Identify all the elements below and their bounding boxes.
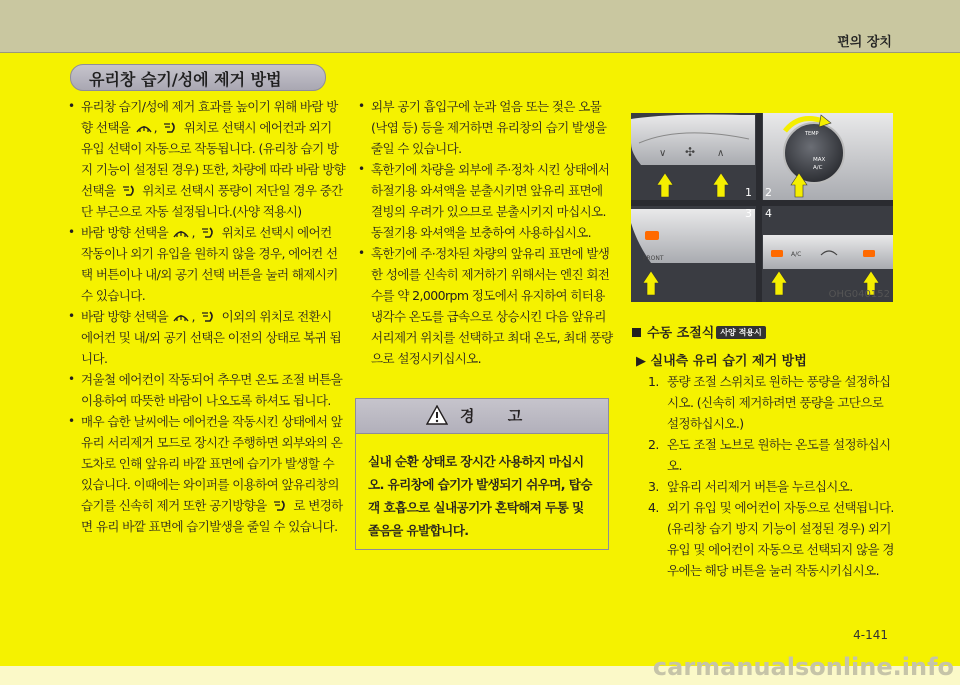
bullet-item: • 혹한기에 주·정차된 차량의 앞유리 표면에 발생한 성에를 신속히 제거하기 위해서는 엔진 회전수를 약 2,000rpm 정도에서 유지하여 히터용 냉각수 온도를 급속으로 상승시킨 다음 앞유리 서리제거 위치를 선택하고 최대 온도, 최대 풍량으로 설정시키십시오. [358,243,616,369]
bullet-item: • 매우 습한 날씨에는 에어컨을 작동시킨 상태에서 앞유리 서리제거 모드로 장시간 주행하면 외부와의 온도차로 인해 앞유리 바깥 표면에 습기가 발생할 수 있습니다. 이때에는 와이퍼를 이용하여 앞유리창의 습기를 신속히 제거 또한 공기방향을 로 변경하면 유리 바깥 표면에 습기발생을 줄일 수 있습니다. [68,411,346,537]
warning-body: 실내 순환 상태로 장시간 사용하지 마십시오. 유리창에 습기가 발생되기 쉬우며, 탑승객 호흡으로 실내공기가 혼탁해져 두통 및 졸음을 유발합니다. [368,454,592,538]
floor-defrost-icon [121,184,137,197]
page-number: 4-141 [853,628,888,642]
figure-illustration [631,113,893,302]
floor-defrost-icon [162,121,178,134]
warning-title: 경 고 [460,407,537,425]
temp-label: TEMP [805,131,819,137]
warning-triangle-icon [426,405,448,425]
front-label: FRONT [643,255,664,262]
steps-list [648,371,894,581]
svg-text:✣: ✣ [685,145,696,159]
defrost-floor-icon [136,121,152,134]
step-item: 4. 외기 유입 및 에어컨이 자동으로 선택됩니다.(유리창 습기 방지 기능이 설정된 경우) 외기 유입 및 에어컨이 자동으로 선택되지 않을 경우에는 해당 버튼을 눌러 작동시키십시오. [648,500,894,578]
bullet-item: • 외부 공기 흡입구에 눈과 얼음 또는 젖은 오물(낙엽 등) 등을 제거하면 유리창의 습기 발생을 줄일 수 있습니다. [358,96,616,159]
step-item: 3. 앞유리 서리제거 버튼을 누르십시오. [648,479,853,494]
play-arrow-icon: ▶ [636,354,646,369]
bullet-item: • 혹한기에 차량을 외부에 주·정차 시킨 상태에서 하절기용 와셔액을 분출시키면 앞유리 표면에 결빙의 우려가 있으므로 분출시키지 마십시오. 동절기용 와셔액을 보충하여 사용하십시오. [358,159,616,243]
ac-button-label: A/C [791,251,802,258]
step-item: 2. 온도 조절 노브로 원하는 온도를 설정하십시오. [648,437,891,473]
ac-knob-label: A/C [813,165,823,171]
bullet-item: • 유리창 습기/성에 제거 효과를 높이기 위해 바람 방향 선택을 , 위치로 선택시 에어컨과 외기 유입 선택이 자동으로 작동됩니다. (유리창 습기 방지 기능이 설정된 경우) 또한, 차량에 따라 바람 방향 선택을 위치로 선택시 풍량이 저단일 경우 중간단 부근으로 자동 설정됩니다.(사양 적용시) [68,96,346,222]
bullet-item: • 겨울철 에어컨이 작동되어 추우면 온도 조절 버튼을 이용하여 따뜻한 바람이 나오도록 하셔도 됩니다. [68,369,346,411]
footer-bar [0,653,960,685]
figure-caption: OHG040152 [828,289,890,300]
svg-text:∧: ∧ [717,148,725,159]
floor-defrost-icon [200,226,216,239]
page-header [0,0,960,53]
option-badge: 사양 적용시 [716,326,765,339]
left-column [68,96,346,537]
bullet-item: • 바람 방향 선택을 , 위치로 선택시 에어컨 작동이나 외기 유입을 원하지 않을 경우, 에어컨 선택 버튼이나 내/외 공기 선택 버튼을 눌러 해제시키 수 있습니다. [68,222,346,306]
header-title: 편의 장치 [837,35,892,50]
square-bullet-icon [632,328,641,337]
panel-number: 4 [765,207,772,220]
middle-column [358,96,616,369]
floor-defrost-icon [272,499,288,512]
manual-subheading: ▶ 실내측 유리 습기 제거 방법 [636,354,807,369]
section-title-pill [70,64,326,91]
panel-number: 2 [765,186,772,199]
panel-number: 1 [745,186,752,199]
svg-text:∨: ∨ [659,148,667,159]
max-label: MAX [813,157,826,163]
section-title: 유리창 습기/성에 제거 방법 [89,70,282,89]
climate-control-figure [631,113,893,302]
manual-heading: 수동 조절식 사양 적용시 [632,322,766,341]
panel-number: 3 [745,207,752,220]
floor-defrost-icon [200,310,216,323]
watermark: carmanualsonline.info [652,653,954,681]
warning-box [355,398,609,550]
step-item: 1. 풍량 조절 스위치로 원하는 풍량을 설정하십시오. (신속히 제거하려면 풍량을 고단으로 설정하십시오.) [648,374,891,431]
warning-header [356,399,608,434]
bullet-item: • 바람 방향 선택을 , 이외의 위치로 전환시 에어컨 및 내/외 공기 선택은 이전의 상태로 복귀 됩니다. [68,306,346,369]
defrost-floor-icon [173,310,189,323]
defrost-floor-icon [173,226,189,239]
